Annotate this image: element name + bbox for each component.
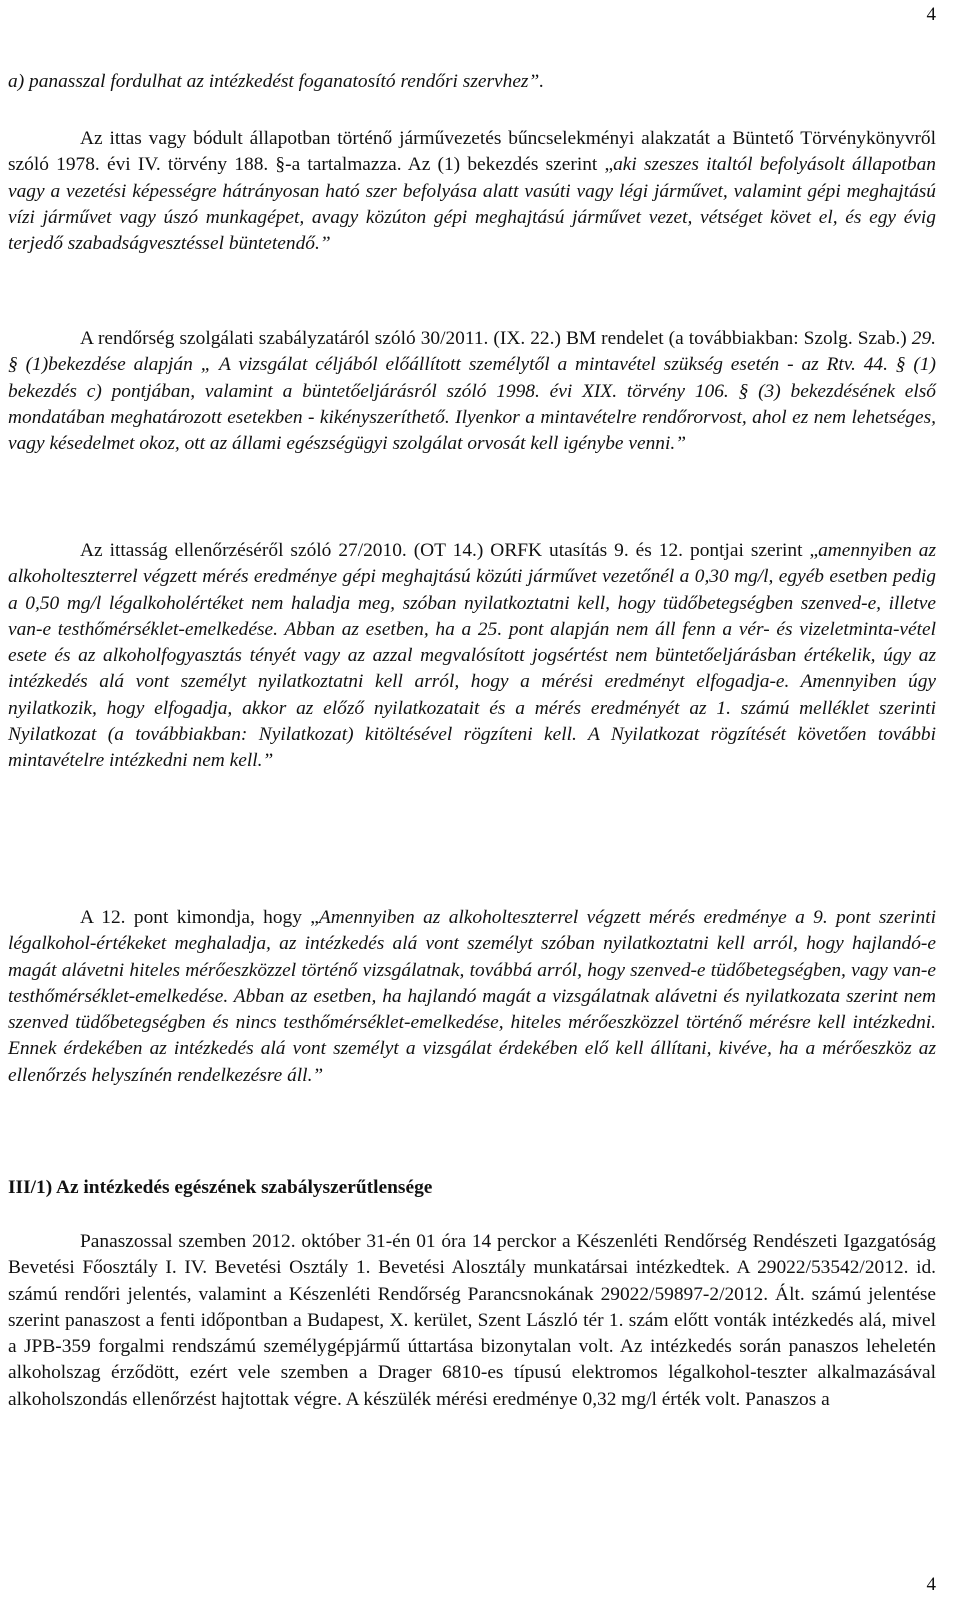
paragraph-btk-lead: Az ittas vagy bódult állapotban történő járművezetés bűncselekményi alakzatát a Büntető Törvénykönyvről szóló 1978. évi IV. törvény 188. §-a tartalmazza. Az (1) bekezdés szerint „ xyxy=(8,128,936,176)
paragraph-btk-quote: aki szeszes italtól befolyásolt állapotban vagy a vezetési képességre hátrányosan ható szer befolyása alatt vasúti vagy légi járművet, valamint gépi meghajtású vízi járművet vagy úszó munkagépet, avagy közúton gépi meghajtású járművet vezet, vétséget követ el, és egy évig terjedő szabadságvesztéssel büntetendő.” xyxy=(8,154,936,255)
page-number-top: 4 xyxy=(926,4,936,25)
page-number-bottom: 4 xyxy=(926,1574,936,1595)
paragraph-incident xyxy=(8,1229,936,1413)
paragraph-incident-text: Panaszossal szemben 2012. október 31-én 01 óra 14 perckor a Készenléti Rendőrség Rendészeti Igazgatóság Bevetési Főosztály I. IV. Bevetési Osztály 1. Bevetési Alosztály munkatársai intézkedtek. A 29022/53542/2012. id. számú rendőri jelentés, valamint a Készenléti Rendőrség Parancsnokának 29022/59897-2/2012. Ált. számú jelentése szerint panaszost a fenti időpontban a Budapest, X. kerület, Szent László tér 1. szám előtt vonták intézkedés alá, mivel a JPB-359 forgalmi rendszámú személygépjármű úttartása bizonytalan volt. Az intézkedés során panaszos leheletén alkoholszag érződött, ezért vele szemben a Drager 6810-es típusú elektromos légalkohol-teszter alkalmazásával alkoholszondás ellenőrzést hajtottak végre. A készülék mérési eredménye 0,32 mg/l érték volt. Panaszos a xyxy=(8,1231,936,1410)
paragraph-point-12-quote: Amennyiben az alkoholteszterrel végzett mérés eredménye a 9. pont szerinti légalkohol-értékeket meghaladja, az intézkedés alá vont személyt szóban nyilatkoztatni kell arról, hogy hajlandó-e magát alávetni hiteles mérőeszközzel történő vizsgálatnak, továbbá arról, hogy szenved-e tüdőbetegségben, vagy van-e testhőmérséklet-emelkedése. Abban az esetben, ha hajlandó magát a vizsgálatnak alávetni és nyilatkozata szerint nem szenved tüdőbetegségben és nincs testhőmérséklet-emelkedése, hiteles mérőeszközzel történő mérésre kell intézkedni. Ennek érdekében az intézkedés alá vont személyt a vizsgálat érdekében elő kell állítani, kivéve, ha a mérőeszköz az ellenőrzés helyszínén rendelkezésre áll.” xyxy=(8,907,936,1086)
paragraph-szolg-szab-quote: 29. § (1)bekezdése alapján „ A vizsgálat céljából előállított személytől a mintavétel szükség esetén - az Rtv. 44. § (1) bekezdés c) pontjában, valamint a büntetőeljárásról szóló 1998. évi XIX. törvény 106. § (3) bekezdésének első mondatában meghatározott esetekben - kikényszeríthető. Ilyenkor a mintavételre rendőrorvost, ahol ez nem lehetséges, vagy késedelmet okoz, ott az állami egészségügyi szolgálat orvosát kell igénybe venni.” xyxy=(8,328,936,455)
paragraph-point-12-lead: A 12. pont kimondja, hogy „ xyxy=(80,907,319,928)
paragraph-szolg-szab xyxy=(8,326,936,457)
document-page xyxy=(8,0,936,1607)
paragraph-btk xyxy=(8,126,936,257)
section-heading: III/1) Az intézkedés egészének szabályszerűtlensége xyxy=(8,1177,433,1198)
paragraph-a: a) panasszal fordulhat az intézkedést foganatosító rendőri szervhez”. xyxy=(8,71,545,92)
paragraph-orfk xyxy=(8,538,936,775)
paragraph-szolg-szab-lead: A rendőrség szolgálati szabályzatáról szóló 30/2011. (IX. 22.) BM rendelet (a továbbiakban: Szolg. Szab.) xyxy=(80,328,912,349)
paragraph-point-12 xyxy=(8,905,936,1089)
paragraph-orfk-quote: amennyiben az alkoholteszterrel végzett mérés eredménye gépi meghajtású közúti járművet vezetőnél a 0,30 mg/l, egyéb esetben pedig a 0,50 mg/l légalkoholértéket nem haladja meg, szóban nyilatkoztatni kell, hogy tüdőbetegségben szenved-e, illetve van-e testhőmérséklet-emelkedése. Abban az esetben, ha a 25. pont alapján nem áll fenn a vér- és vizeletminta-vétel esete és az alkoholfogyasztás tényét vagy az azzal megvalósított jogsértést nem büntetőeljárásban értékelik, úgy az intézkedés alá vont személyt nyilatkoztatni kell arról, hogy a mérési eredményt elfogadja-e. Amennyiben úgy nyilatkozik, hogy elfogadja, akkor az előző nyilatkozatait és a mérés eredményét az 1. számú melléklet szerinti Nyilatkozat (a továbbiakban: Nyilatkozat) kitöltésével rögzíteni kell. A Nyilatkozat rögzítését követően további mintavételre intézkedni nem kell.” xyxy=(8,540,936,772)
paragraph-orfk-lead: Az ittasság ellenőrzéséről szóló 27/2010. (OT 14.) ORFK utasítás 9. és 12. pontjai szerint „ xyxy=(80,540,819,561)
